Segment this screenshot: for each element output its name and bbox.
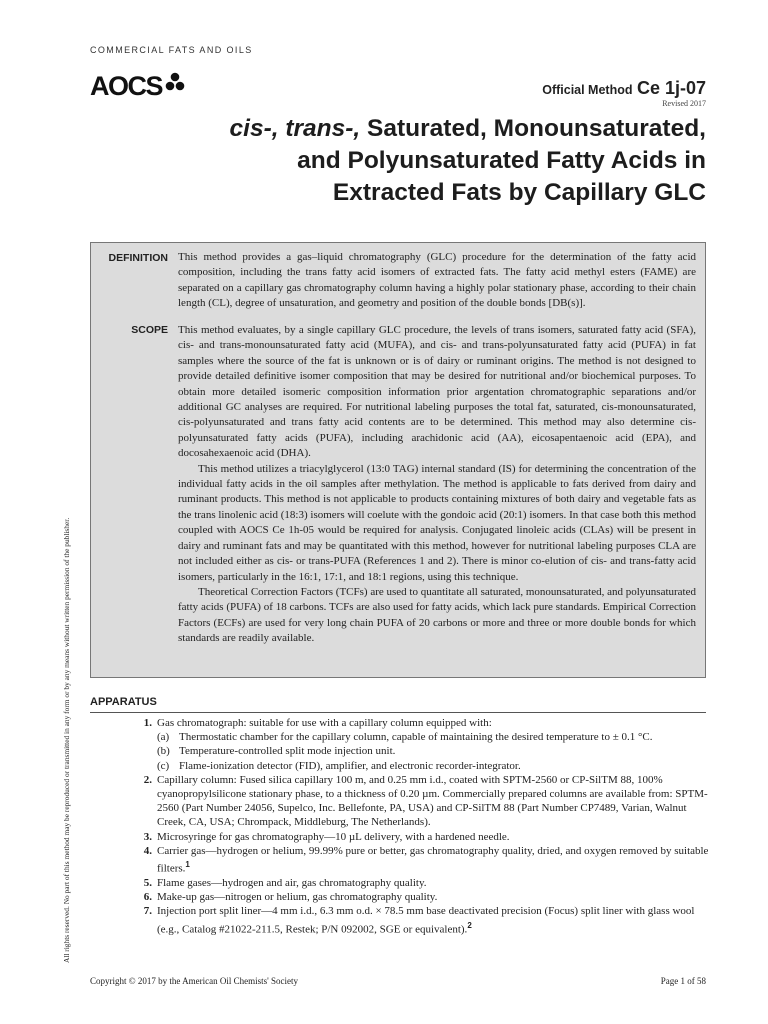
list-item: 6. Make-up gas—nitrogen or helium, gas chromatography quality. [143,891,438,904]
footnote-ref[interactable]: 1 [185,860,190,870]
method-code: Ce 1j-07 [636,78,706,98]
rights-notice: All rights reserved. No part of this method may be reproduced or transmitted in any form or by any means without written permission of the publisher. [62,517,71,963]
aocs-logo [90,68,190,100]
clover-icon [166,73,185,91]
revised-date: Revised 2017 [662,99,706,108]
definition-text: This method provides a gas–liquid chromatography (GLC) procedure for the determination of the fatty acid composition, including the trans fatty acid isomers of extracted fats. The fatty acid methyl esters (FAME) are separated on a capillary gas chromatography column having a highly polar stationary phase, according to their chain length (CL), degree of unsaturation, and geometry and position of the double bonds [DB(s)]. [178,251,696,310]
scope-heading: SCOPE [131,324,168,336]
svg-text:AOCS: AOCS [90,71,163,100]
title-italic: cis-, trans-, [229,115,361,142]
section-label: COMMERCIAL FATS AND OILS [90,45,253,55]
list-item: 1. Gas chromatograph: suitable for use with a capillary column equipped with: (a) Thermostatic chamber for the capillary column, capable of maintaining the desired temperature to ± 0.1 °C. (b) Temperature-controlled split mode injection unit. (c) Flame-ionization detector (FID), amplifier, and electronic recorder-integrator. [130,716,710,773]
list-item: 2. Capillary column: Fused silica capillary 100 m, and 0.25 mm i.d., coated with SPTM-2560 or CP-SilTM 88, 100% cyanopropylsilicone stationary phase, to a thickness of 0.20 µm. Commercially prepared columns are available from: SPTM-2560 (Part Number 24056, Supelco, Inc. Bellefonte, PA, USA) and CP-SilTM 88 (Part Number CP7489, Varian, Walnut Creek, CA, USA; Chrompack, Middleburg, The Netherlands). [143,773,708,829]
apparatus-heading: APPARATUS [90,696,157,708]
apparatus-list [130,716,710,936]
scope-paragraph: This method utilizes a triacylglycerol (13:0 TAG) internal standard (IS) for determining the concentration of the individual fatty acids in the oil samples after methylation. The method is applicable to fats derived from dairy and ruminant products. This method is not applicable to products containing mixtures of both dairy and vegetable fats as the trans linolenic acid (18:3) isomers will coelute with the gondoic acid (20:1) isomers. In that case both this method coupled with AOCS Ce 1h-05 would be required for analysis. Conjugated linoleic acids (CLAs) will be present in dairy and ruminant fats and may be quantitated with this method, however for nutritional labeling purposes CLA are not included either as cis- or trans-PUFA (References 1 and 2). There is minor co-elution of cis- and trans-fatty acid isomers, particularly in the 16:1, 17:1, and 18:1 regions, using this technique. [178,462,696,583]
scope-paragraph: Theoretical Correction Factors (TCFs) are used to quantitate all saturated, monounsaturated, and polyunsaturated fatty acids (PUFA) of 18 carbons. TCFs are also used for fatty acids, which lack pure standards. Empirical Correction Factors (ECFs) are used for very long chain PUFA of 20 carbons or more and three or more double bonds for which standards are readily available. [178,585,696,645]
list-item: 5. Flame gases—hydrogen and air, gas chromatography quality. [143,876,427,889]
sub-item: (a) Thermostatic chamber for the capillary column, capable of maintaining the desired temperature to ± 0.1 °C. [157,731,653,744]
method-prefix: Official Method [542,83,633,97]
scope-text [178,323,696,647]
scope-paragraph: This method evaluates, by a single capillary GLC procedure, the levels of trans isomers, saturated fatty acid (SFA), cis- and trans-monounsaturated fatty acid (MUFA), and cis- and trans-polyunsaturated fatty acid (PUFA) in fat samples where the source of the fat is unknown or is of dairy or ruminant origins. The method is not designed to provide detailed definitive isomer composition that may be desired for nutritional and/or biochemical purposes. To obtain more detailed isomeric composition information prior argentation chromatographic separations and/or additional GC analyses are required. For nutritional labeling purposes the total fat, saturated, cis-monounsaturated, cis-polyunsaturated and trans fatty acid contents are to be determined. This method may also determine cis-polyunsaturated fatty acids (PUFA), including arachidonic acid (AA), eicosapentaenoic acid (EPA), and docosahexaenoic acid (DHA). [178,324,696,460]
copyright: Copyright © 2017 by the American Oil Chemists' Society [90,976,298,986]
footnote-ref[interactable]: 2 [467,920,472,930]
list-item: 4. Carrier gas—hydrogen or helium, 99.99% pure or better, gas chromatography quality, dried, and oxygen removed by suitable filters.$^1$ [143,844,709,875]
sub-item: (b) Temperature-controlled split mode injection unit. [157,745,396,758]
divider [90,712,706,713]
definition-heading: DEFINITION [108,252,168,264]
title-line-3: Extracted Fats by Capillary GLC [332,179,706,206]
page-number: Page 1 of 58 [660,976,706,986]
title-line-2: and Polyunsaturated Fatty Acids in [297,147,706,174]
list-item: 7. Injection port split liner—4 mm i.d., 6.3 mm o.d. × 78.5 mm base deactivated precision (Focus) split liner with glass wool (e.g., Catalog #21022-211.5, Restek; P/N 092002, SGE or equivalent).$^2$ [143,905,695,936]
list-item: 3. Microsyringe for gas chromatography—10 µL delivery, with a hardened needle. [143,830,510,843]
sub-item: (c) Flame-ionization detector (FID), amplifier, and electronic recorder-integrator. [157,759,521,772]
method-designation [542,78,706,99]
title-line-1: Saturated, Monounsaturated, [360,115,706,142]
page-title [146,113,706,209]
